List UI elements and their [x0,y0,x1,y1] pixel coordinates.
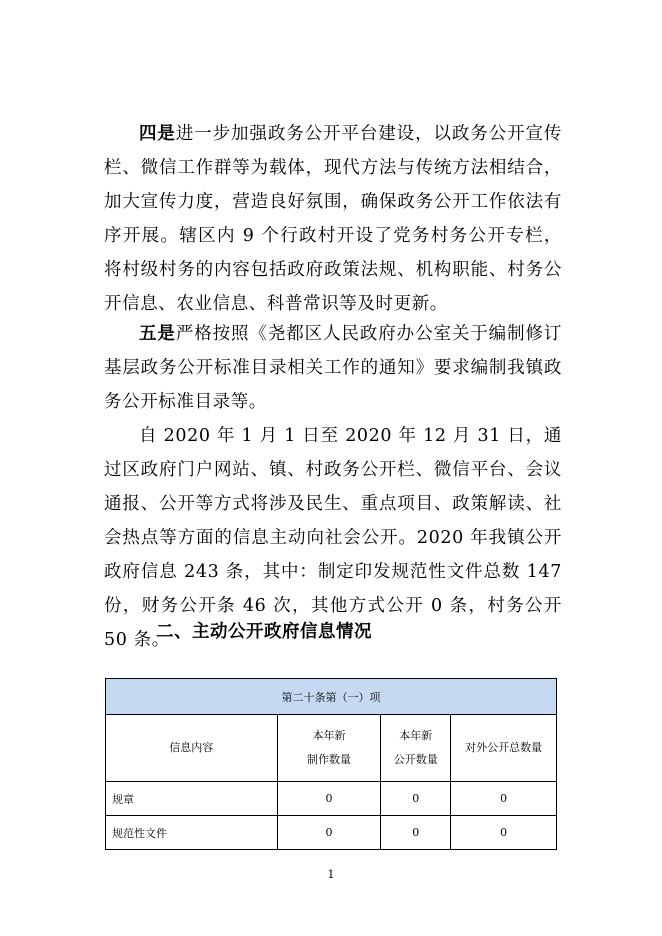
paragraph-five-text: 严格按照《尧都区人民政府办公室关于编制修订基层政务公开标准目录相关工作的通知》要求编制我镇政务公开标准目录等。 [104,324,562,412]
header-new-made [277,715,381,782]
row-label: 规范性文件 [106,816,278,850]
row-new-public: 0 [381,782,451,816]
header-new-public-line2: 公开数量 [393,753,438,766]
info-table [105,678,557,850]
row-new-made: 0 [277,782,381,816]
paragraph-summary-text: 自 2020 年 1 月 1 日至 2020 年 12 月 31 日，通过区政府门户网站、镇、村政务公开栏、微信平台、会议通报、公开等方式将涉及民生、重点项目、政策解读、社会热点等方面的信息主动向社会公开。2020 年我镇公开政府信息 243 条，其中：制定印发规范性文件总数 147 份，财务公开条 46 次，其他方式公开 0 条，村务公开 50 条。 [104,426,563,650]
row-new-public: 0 [381,816,451,850]
header-info-content: 信息内容 [106,715,278,782]
header-new-public [381,715,451,782]
paragraph-four-text: 进一步加强政务公开平台建设，以政务公开宣传栏、微信工作群等为载体，现代方法与传统方法相结合，加大宣传力度，营造良好氛围，确保政务公开工作依法有序开展。辖区内 9 个行政村开设了党务村务公开专栏，将村级村务的内容包括政府政策法规、机构职能、村务公开信息、农业信息、科普常识等及时更新。 [104,124,562,314]
table-caption: 第二十条第（一）项 [106,679,557,715]
table-caption-row [106,679,557,715]
row-new-made: 0 [277,816,381,850]
header-total: 对外公开总数量 [451,715,557,782]
header-new-public-line1: 本年新 [399,729,433,742]
header-new-made-line2: 制作数量 [306,753,351,766]
page-number: 1 [327,868,335,881]
table-row [106,782,557,816]
paragraph-five [104,317,562,419]
paragraph-five-lead: 五是 [139,324,176,344]
row-label: 规章 [106,782,278,816]
table-row [106,816,557,850]
row-total: 0 [451,816,557,850]
table-header-row [106,715,557,782]
header-new-made-line1: 本年新 [312,729,346,742]
row-total: 0 [451,782,557,816]
paragraph-four-lead: 四是 [139,124,176,144]
section-heading: 二、主动公开政府信息情况 [156,622,372,642]
paragraph-four [104,117,562,321]
